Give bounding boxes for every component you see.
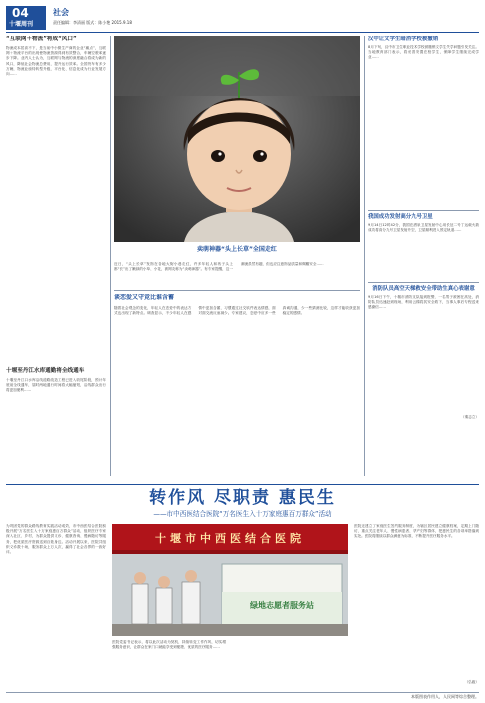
news3-body: 9月16日下午，十堰市消防支队接到报警，一名男子被困在高处，消防队员迅速赶到现场，利用云梯将其安全救下，当事人事后专程送来感谢信…… xyxy=(368,295,479,310)
feature-right-text xyxy=(354,524,479,688)
feature-body-right: 医院还建立了家庭医生签约服务制度，为辖区居民建立健康档案，定期上门随访，重点关注老年人、慢性病患者、孕产妇等群体，把惠民生的各项举措落到实处。医院将继续以群众满意为标准，不断提升医疗服务水平。 xyxy=(354,524,479,539)
right-rule-1 xyxy=(368,210,479,211)
feature-mid-text xyxy=(112,640,348,688)
article1-body: 物流成本居高不下，是当前中小微生产商的企业“痛点”，互联网＋物流平台的出现使物流资源得到有效整合，车辆空驶率逐步下降。业内人士认为，互联网与物流的深度融合将成为新的风口，降低社会物流总费用，提升运行效率。全国货车有多少万辆，物流业亟待转型升级，平台化、信息化成为行业发展方向…… xyxy=(6,46,106,77)
column-divider-right xyxy=(364,36,365,476)
feature-top-rule xyxy=(6,484,479,485)
editor-line: 责任编辑：李清丽 版式：陈小艳 2015.9.18 xyxy=(53,20,132,25)
feature-body-left: 为巩固党的群众路线教育实践活动成效，市中西医结合医院积极开展“万名医生入十万家庭惠百万群众”活动，组织医疗专家深入社区、乡村，为群众提供义诊、健康咨询、慢病随访等服务，把优质医疗资源送到百姓身边。活动开展以来，医院共组织义诊数十场，服务群众上万人次，赢得了社会各界的一致好评。 xyxy=(6,524,106,555)
banner-text: 十堰市中西医结合医院 xyxy=(155,532,305,545)
news3-byline: （秦志立） xyxy=(461,415,479,419)
photo-article-body: 近日，“头上长草”发饰在各地大街小巷走红，许多年轻人和孩子头上都“长”出了嫩绿的小草、小花，被网友称为“卖萌神器”。有专家提醒，这一潮流虽然有趣，但也应注意饰品质量和佩戴安全…… xyxy=(114,262,324,272)
news2-title: 我国成功发射高分九号卫星 xyxy=(368,214,433,220)
feature-photo xyxy=(112,524,348,636)
page-number: 04 xyxy=(12,6,29,20)
photo-article-body-wrap xyxy=(114,262,360,288)
column-divider-left xyxy=(110,36,111,476)
footer-rule xyxy=(6,692,479,693)
feature-left-text xyxy=(6,524,106,688)
right-column xyxy=(368,36,479,476)
masthead-rule xyxy=(6,32,479,33)
page-number-box xyxy=(6,6,46,30)
photo-headline: 卖萌神器“头上长草”全国走红 xyxy=(197,246,277,253)
feature-headline: 转作风 尽职责 惠民生 xyxy=(149,488,336,508)
board-text: 绿地志愿者服务站 xyxy=(250,601,314,610)
section-name: 社会 xyxy=(53,8,69,17)
footer-note: 本版图表作用人，人民网等综合整理。 xyxy=(411,694,479,699)
masthead xyxy=(6,6,479,30)
article1-title: “互联网＋物流”将成“风口” xyxy=(6,36,77,42)
feature-byline: （弘毅） xyxy=(464,680,479,684)
feature-body-mid: 医院党委书记表示，将以此次活动为契机，持续转变工作作风，切实增强服务意识，让群众在家门口就能享受到便捷、优质的医疗服务…… xyxy=(112,640,226,650)
right-rule-2 xyxy=(368,282,479,283)
mid-article xyxy=(114,294,360,476)
mid-headline: 谈恋爱又守竞比谁含蓄 xyxy=(114,294,175,301)
news2-body: 9月14日12时42分，我国在酒泉卫星发射中心用长征二号丁运载火箭成功将高分九号卫星发射升空，卫星顺利进入预定轨道…… xyxy=(368,223,479,233)
feature-subheadline: ——市中西医结合医院“万名医生入十万家庭惠百万群众”活动 xyxy=(153,510,332,518)
mid-article-rule xyxy=(114,290,360,291)
left-column xyxy=(6,36,106,476)
child-photo xyxy=(114,36,360,242)
news3-title: 消防队员高空天梯救安全带助生真心表谢意 xyxy=(372,286,475,292)
article2-body: 十堰至丹江口水库沿线道路改造工程已进入收尾阶段，预计年底前全线通车，届时两地通行时间将大幅缩短，沿线群众出行将更加便利…… xyxy=(6,378,106,393)
mid-article-body: 随着社会观念的变化，年轻人在恋爱中的表达方式也出现了新特点。调查显示，不少年轻人在感情中更加含蓄，习惯通过社交软件表达情感，面对面交流反而减少。专家建议，恋爱中应多一些真诚沟通，少一些猜测比较，这样才能收获更加稳定的感情。 xyxy=(114,306,360,316)
news1-title: 汉中让文学生暗消学校被撤销 xyxy=(368,36,439,42)
article2-title: 十堰至丹江水库通勤将全线通车 xyxy=(6,368,85,374)
child-photo-image xyxy=(114,36,360,242)
paper-name: 十堰周刊 xyxy=(9,21,34,28)
news1-body: 8月下旬，汉中市卫生职业技术学校被撤销文学生失学问题引发关注。当地教育部门表示，将妥善安置在校学生，保障学生继续完成学业…… xyxy=(368,45,479,60)
